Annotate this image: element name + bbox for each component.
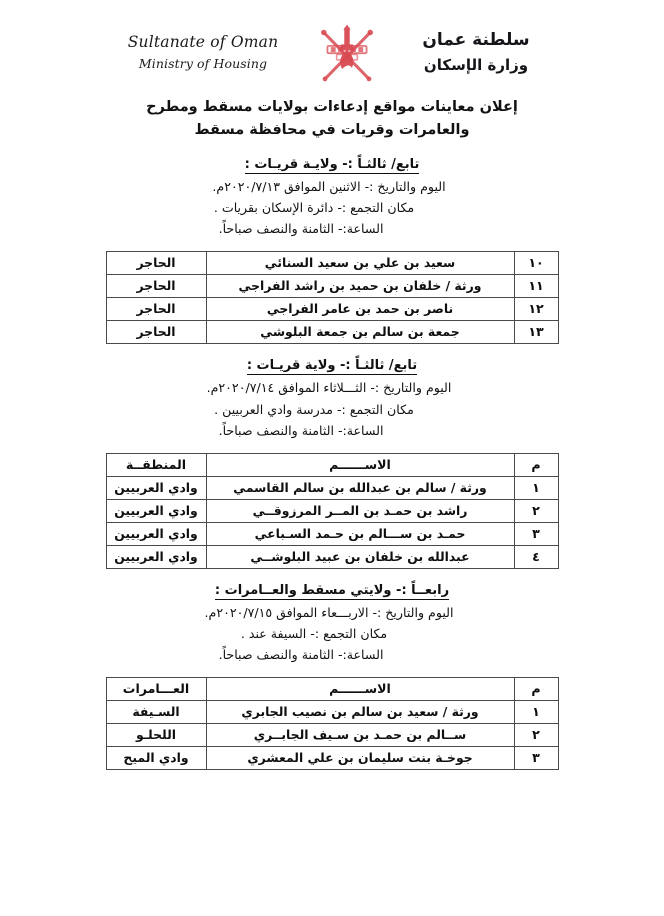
- cell-region: وادي الميح: [106, 747, 206, 770]
- cell-name: جمعة بن سالم بن جمعة البلوشي: [206, 321, 514, 344]
- section-time-line: الساعة:- الثامنة والنصف صباحاً.: [218, 422, 384, 438]
- cell-number: ١: [514, 476, 558, 499]
- table-container: [0, 677, 664, 770]
- table-row: [106, 724, 558, 747]
- cell-name: ســالم بن حمـد بن سـيف الجابــري: [206, 724, 514, 747]
- table-row: [106, 275, 558, 298]
- claims-table: [106, 453, 559, 569]
- cell-name: جوخـة بنت سليمان بن علي المعشري: [206, 747, 514, 770]
- table-row: [106, 476, 558, 499]
- letterhead-arabic-line2: وزارة الإسكان: [423, 56, 529, 74]
- table-container: [0, 453, 664, 569]
- table-row: [106, 321, 558, 344]
- claims-table: [106, 677, 559, 770]
- cell-number: ١١: [514, 275, 558, 298]
- header-number: م: [514, 678, 558, 701]
- letterhead: [0, 0, 664, 78]
- table-row: [106, 545, 558, 568]
- cell-name: سعيد بن علي بن سعيد السنائي: [206, 252, 514, 275]
- section-heading: [0, 358, 664, 373]
- table-container: [0, 251, 664, 344]
- cell-name: ورثة / خلفان بن حميد بن راشد الفراجي: [206, 275, 514, 298]
- section-time-line: الساعة:- الثامنة والنصف صباحاً.: [218, 221, 384, 237]
- page-title-line1: إعلان معاينات مواقع إدعاءات بولايات مسقط ومطرح: [146, 99, 518, 115]
- cell-number: ١٣: [514, 321, 558, 344]
- cell-number: ٤: [514, 545, 558, 568]
- cell-region: اللحلـو: [106, 724, 206, 747]
- cell-name: ناصر بن حمد بن عامر الفراجي: [206, 298, 514, 321]
- section-muscat-amerat-jul15: [0, 583, 664, 770]
- cell-number: ٣: [514, 747, 558, 770]
- cell-region: وادي العربيين: [106, 522, 206, 545]
- cell-name: ورثة / سعيد بن سالم بن نصيب الجابري: [206, 701, 514, 724]
- letterhead-english: [108, 31, 298, 74]
- cell-region: الحاجر: [106, 252, 206, 275]
- cell-name: راشد بن حمـد بن المــر المرزوقــي: [206, 499, 514, 522]
- section-place-line: مكان التجمع :- دائرة الإسكان بقريات .: [213, 200, 415, 216]
- header-number: م: [514, 453, 558, 476]
- cell-region: الحاجر: [106, 321, 206, 344]
- section-date-line: اليوم والتاريخ :- الاربـــعاء الموافق ٢٠٢٠/٧/١٥م.: [204, 604, 454, 620]
- table-row: [106, 252, 558, 275]
- cell-number: ١٢: [514, 298, 558, 321]
- section-place-line: مكان التجمع :- السيفة عند .: [240, 626, 388, 642]
- section-heading-text: رابعــاً :- ولايتي مسقط والعــامرات :: [214, 582, 450, 598]
- section-details: [0, 377, 664, 440]
- cell-region: السـيفة: [106, 701, 206, 724]
- cell-number: ١٠: [514, 252, 558, 275]
- cell-number: ٢: [514, 499, 558, 522]
- oman-national-emblem-icon: [316, 19, 378, 85]
- header-region: العـــامرات: [106, 678, 206, 701]
- section-date-line: اليوم والتاريخ :- الاثنين الموافق ٢٠٢٠/٧/١٣م.: [212, 178, 446, 194]
- letterhead-english-line2: Ministry of Housing: [138, 56, 268, 72]
- section-heading-text: تابع/ ثالثـاً :- ولاية قريـات :: [246, 358, 418, 374]
- section-date-line: اليوم والتاريخ :- الثـــلاثاء الموافق ٢٠٢٠/٧/١٤م.: [206, 380, 452, 396]
- letterhead-arabic-line1: سلطنة عمان: [422, 29, 530, 50]
- cell-region: وادي العربيين: [106, 545, 206, 568]
- table-row: [106, 701, 558, 724]
- section-place-line: مكان التجمع :- مدرسة وادي العربيين .: [214, 401, 414, 417]
- cell-number: ٢: [514, 724, 558, 747]
- cell-name: عبدالله بن خلفان بن عبيد البلوشــي: [206, 545, 514, 568]
- cell-region: الحاجر: [106, 298, 206, 321]
- letterhead-arabic: [396, 28, 556, 77]
- table-row: [106, 522, 558, 545]
- page-title-line2: والعامرات وقريات في محافظة مسقط: [194, 122, 470, 139]
- cell-name: حمـد بن ســـالم بن حـمد السـباعي: [206, 522, 514, 545]
- section-time-line: الساعة:- الثامنة والنصف صباحاً.: [218, 647, 384, 663]
- table-row: [106, 747, 558, 770]
- cell-region: الحاجر: [106, 275, 206, 298]
- cell-region: وادي العربيين: [106, 476, 206, 499]
- section-heading: [0, 583, 664, 598]
- section-heading-text: تابع/ ثالثـاً :- ولايـة قريـات :: [244, 156, 420, 172]
- section-details: [0, 176, 664, 239]
- claims-table: [106, 251, 559, 344]
- section-qurayat-jul13: [0, 157, 664, 344]
- header-name: الاســــــم: [206, 678, 514, 701]
- header-name: الاســــــم: [206, 453, 514, 476]
- cell-name: ورثة / سالم بن عبدالله بن سالم القاسمي: [206, 476, 514, 499]
- table-header-row: [106, 678, 558, 701]
- table-row: [106, 298, 558, 321]
- page-title: [97, 96, 567, 143]
- page-bottom-spacer: [0, 770, 664, 780]
- section-qurayat-jul14: [0, 358, 664, 568]
- cell-region: وادي العربيين: [106, 499, 206, 522]
- header-region: المنطقــة: [106, 453, 206, 476]
- cell-number: ١: [514, 701, 558, 724]
- section-details: [0, 602, 664, 665]
- cell-number: ٣: [514, 522, 558, 545]
- section-heading: [0, 157, 664, 172]
- table-header-row: [106, 453, 558, 476]
- letterhead-english-line1: Sultanate of Oman: [127, 32, 279, 51]
- table-row: [106, 499, 558, 522]
